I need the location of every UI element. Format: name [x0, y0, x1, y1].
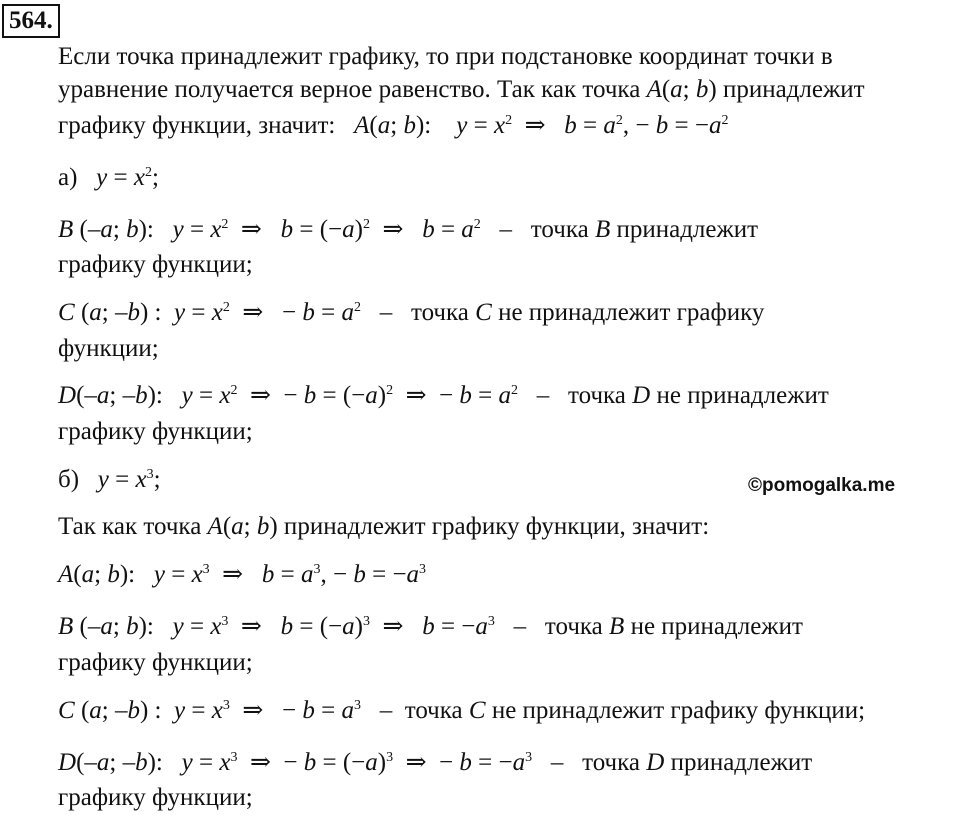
text-line: функции; — [58, 335, 159, 362]
watermark: ©pomogalka.me — [748, 475, 896, 496]
text-line: графику функции, значит: A(a; b): $y = x^2$ ⇒ $b = a^2$, − $b = -a^2$ — [58, 112, 729, 139]
problem-number: 564. — [2, 4, 60, 38]
text-line: B (–a; b): $y = x^2$ ⇒ $b = (-a)^2$ ⇒ $b = a^2$ – точка B принадлежит — [58, 216, 759, 243]
text-line: C (a; –b) : $y = x^3$ ⇒ − $b = a^3$ – точка C не принадлежит графику функции; — [58, 697, 866, 724]
text-line: графику функции; — [58, 649, 253, 676]
text-line: графику функции; — [58, 784, 253, 811]
text-line: Если точка принадлежит графику, то при подстановке координат точки в — [58, 43, 833, 70]
text-line: графику функции; — [58, 418, 253, 445]
text-line: а) $y = x^2$; — [58, 164, 159, 191]
text-line: Так как точка A(a; b) принадлежит графику функции, значит: — [58, 513, 710, 540]
text-line: уравнение получается верное равенство. Так как точка A(a; b) принадлежит — [58, 76, 865, 103]
text-line: б) $y = x^3$; — [58, 466, 161, 493]
text-line: D(–a; –b): $y = x^3$ ⇒ − $b = (-a)^3$ ⇒ − $b = -a^3$ – точка D принадлежит — [58, 749, 813, 776]
text-line: графику функции; — [58, 251, 253, 278]
text-line: B (–a; b): $y = x^3$ ⇒ $b = (-a)^3$ ⇒ $b = -a^3$ – точка B не принадлежит — [58, 613, 803, 640]
text-line: A(a; b): $y = x^3$ ⇒ $b = a^3$, − $b = -a^3$ — [58, 561, 427, 588]
text-line: C (a; –b) : $y = x^2$ ⇒ − $b = a^2$ – точка C не принадлежит графику — [58, 299, 765, 326]
text-line: D(–a; –b): $y = x^2$ ⇒ − $b = (-a)^2$ ⇒ − $b = a^2$ – точка D не принадлежит — [58, 382, 829, 409]
